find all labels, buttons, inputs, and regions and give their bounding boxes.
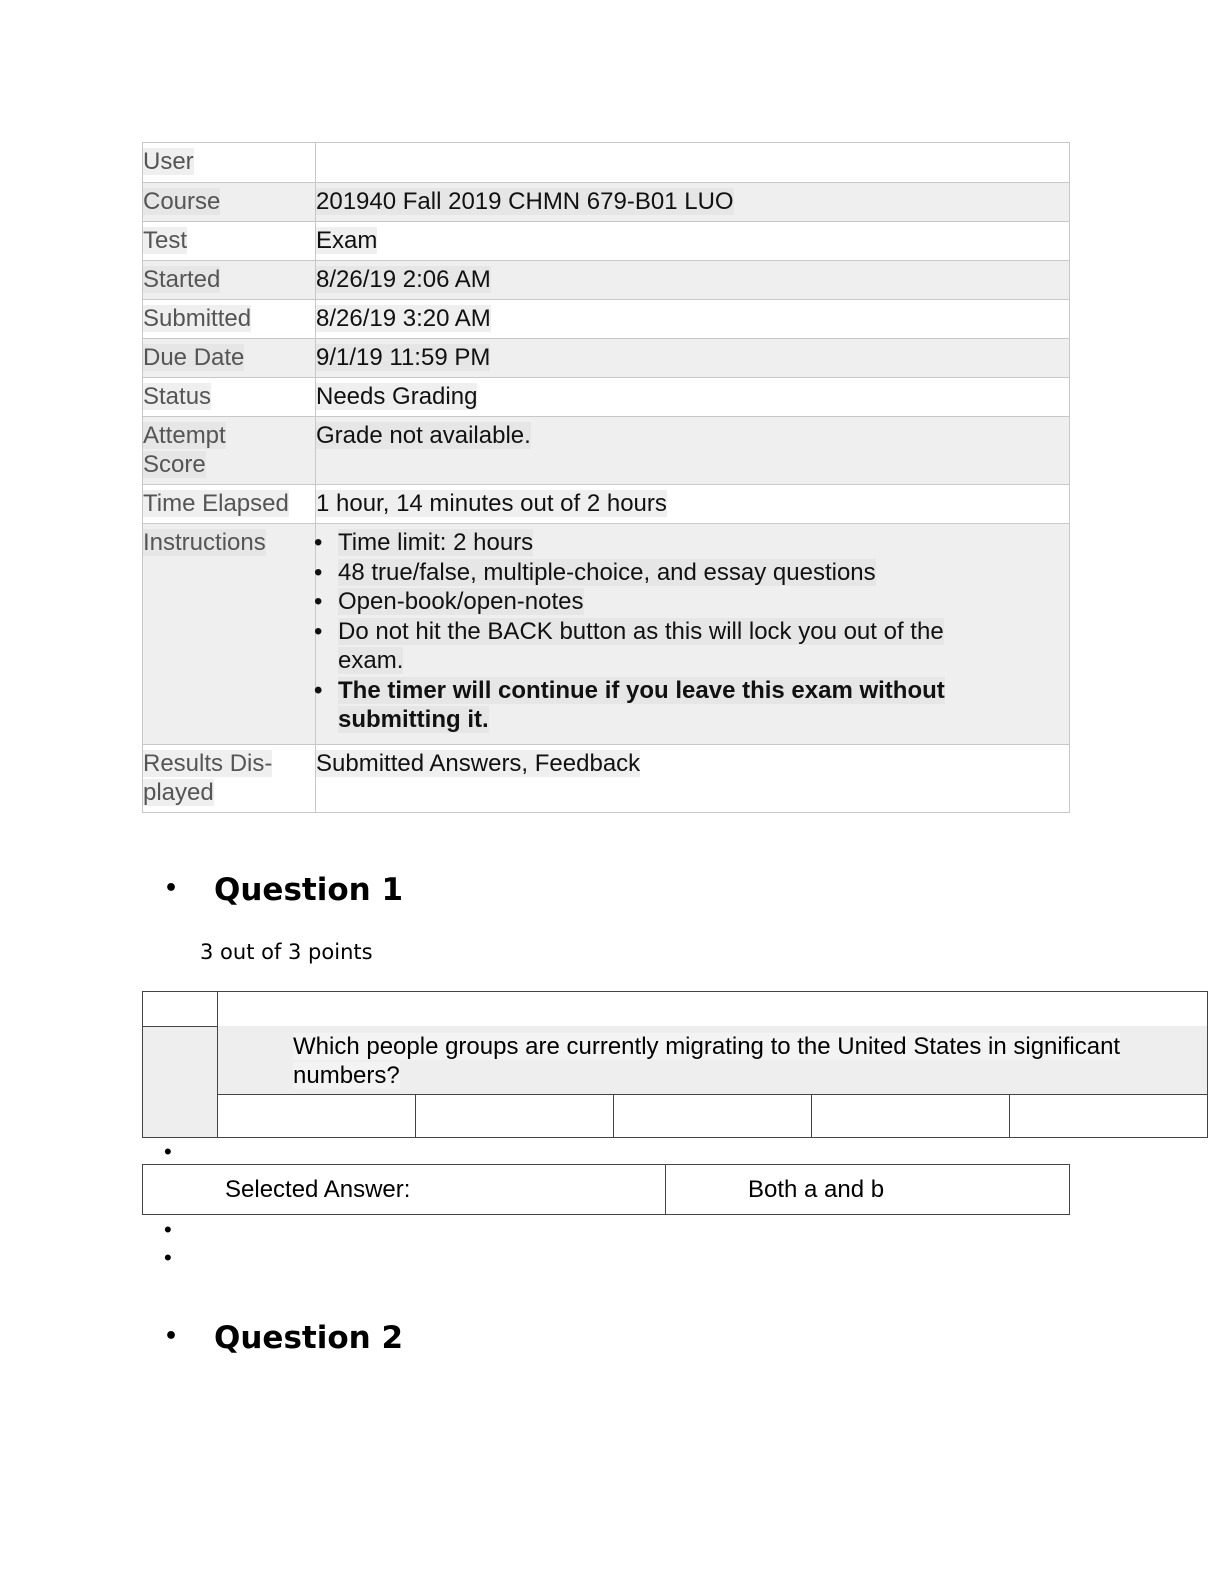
row-course [143,183,1070,222]
started-value: 8/26/19 2:06 AM [316,266,491,293]
bullet: • [164,1139,172,1164]
due-date-label: Due Date [143,344,245,371]
row-test [143,222,1070,261]
question-number-column [143,992,218,1137]
question-1-title: Question 1 [214,872,404,908]
selected-answer-table [142,1164,1070,1215]
row-started [143,261,1070,300]
row-status [143,378,1070,417]
attempt-summary-table [142,142,1070,813]
row-user [143,143,1070,183]
question-1-table [142,991,1208,1138]
attempt-score-label-line2: Score [143,451,206,478]
time-elapsed-label: Time Elapsed [143,490,289,517]
row-instructions [143,524,1070,745]
results-displayed-label-line2: played [143,778,214,806]
bullet: • [164,875,179,901]
instructions-label: Instructions [143,529,266,556]
bullet: • [164,1323,179,1349]
row-time-elapsed [143,485,1070,524]
user-value [316,143,1070,183]
question-2-heading [164,1320,403,1358]
answer-option-cell [614,1094,812,1137]
answer-option-cell [1010,1094,1207,1137]
time-elapsed-value: 1 hour, 14 minutes out of 2 hours [316,490,667,517]
instruction-item: • Time limit: 2 hours [316,528,1069,558]
due-date-value: 9/1/19 11:59 PM [316,344,491,371]
test-label: Test [143,227,188,254]
row-due-date [143,339,1070,378]
bullet: • [164,1217,172,1242]
row-attempt-score [143,417,1070,485]
answer-option-cell [416,1094,614,1137]
results-displayed-value: Submitted Answers, Feedback [316,749,641,777]
results-displayed-label-line1: Results Dis- [143,749,273,777]
status-value: Needs Grading [316,383,478,410]
question-header-row [218,992,1207,1027]
row-submitted [143,300,1070,339]
row-results-displayed [143,744,1070,812]
answer-options-row [218,1094,1207,1137]
question-1-text: Which people groups are currently migrating to the United States in significant numbers? [293,1033,1121,1089]
selected-answer-label: Selected Answer: [143,1165,666,1214]
course-label: Course [143,188,221,215]
instruction-item-warning: • The timer will continue if you leave this exam without submitting it. [316,676,1069,735]
instruction-item: • Do not hit the BACK button as this will lock you out of the exam. [316,617,1069,676]
course-value: 201940 Fall 2019 CHMN 679-B01 LUO [316,188,734,215]
user-label: User [143,148,194,175]
submitted-label: Submitted [143,305,252,332]
attempt-score-label-line1: Attempt [143,422,226,449]
status-label: Status [143,383,212,410]
question-2-title: Question 2 [214,1320,404,1356]
selected-answer-value: Both a and b [748,1176,885,1203]
started-label: Started [143,266,221,293]
question-1-points: 3 out of 3 points [200,940,373,964]
question-1-heading [164,872,403,910]
instruction-item: • 48 true/false, multiple-choice, and essay questions [316,558,1069,588]
attempt-score-value: Grade not available. [316,422,531,449]
answer-option-cell [812,1094,1010,1137]
answer-option-cell [218,1094,416,1137]
question-text-row [218,1026,1207,1095]
instruction-item: • Open-book/open-notes [316,587,1069,617]
bullet: • [164,1245,172,1270]
submitted-value: 8/26/19 3:20 AM [316,305,491,332]
test-value: Exam [316,227,378,254]
instructions-list [316,528,1069,735]
